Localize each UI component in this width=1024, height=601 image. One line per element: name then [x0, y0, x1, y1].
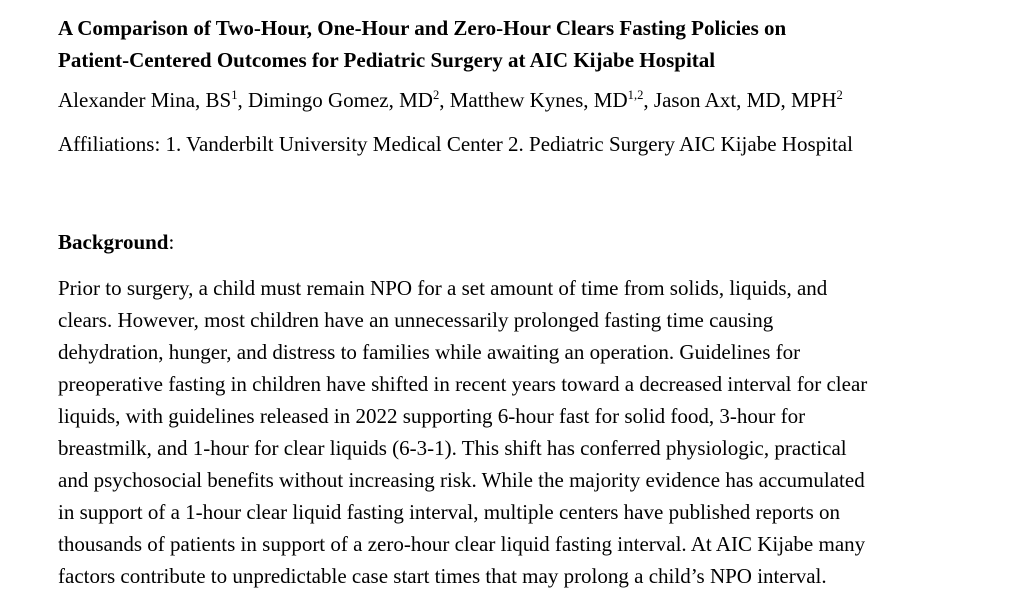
author-name: Matthew Kynes, MD: [449, 88, 628, 112]
paragraph-line: factors contribute to unpredictable case start times that may prolong a child’s NPO interval.: [58, 564, 827, 588]
paragraph-line: liquids, with guidelines released in 2022 supporting 6-hour fast for solid food, 3-hour for: [58, 404, 806, 428]
section-heading-background: [58, 226, 996, 258]
paragraph-line: breastmilk, and 1-hour for clear liquids (6-3-1). This shift has conferred physiologic, practical: [58, 436, 847, 460]
author-affiliation-superscript: 1: [231, 88, 238, 102]
section-heading-colon: :: [168, 230, 175, 254]
background-paragraph: [58, 272, 996, 592]
author-byline: [58, 84, 996, 116]
author-separator: ,: [237, 88, 249, 112]
paper-title-line: A Comparison of Two-Hour, One-Hour and Zero-Hour Clears Fasting Policies on: [58, 16, 787, 40]
section-heading-label: Background: [58, 230, 169, 254]
affiliations-line: Affiliations: 1. Vanderbilt University Medical Center 2. Pediatric Surgery AIC Kijabe Hospital: [58, 132, 853, 156]
author-separator: ,: [439, 88, 450, 112]
paragraph-line: Prior to surgery, a child must remain NPO for a set amount of time from solids, liquids, and: [58, 276, 828, 300]
paper-title: [58, 12, 996, 76]
author-name: Dimingo Gomez, MD: [248, 88, 433, 112]
author-affiliation-superscript: 2: [836, 88, 843, 102]
paragraph-line: preoperative fasting in children have shifted in recent years toward a decreased interval for clear: [58, 372, 868, 396]
author-affiliation-superscript: 1,2: [627, 88, 644, 102]
paper-title-line: Patient-Centered Outcomes for Pediatric Surgery at AIC Kijabe Hospital: [58, 48, 716, 72]
author-name: Jason Axt, MD, MPH: [653, 88, 837, 112]
author-name: Alexander Mina, BS: [58, 88, 232, 112]
author-affiliation-superscript: 2: [432, 88, 440, 102]
paragraph-line: and psychosocial benefits without increasing risk. While the majority evidence has accumulated: [58, 468, 865, 492]
author-separator: ,: [643, 88, 654, 112]
paragraph-line: dehydration, hunger, and distress to families while awaiting an operation. Guidelines for: [58, 340, 801, 364]
paragraph-line: thousands of patients in support of a zero-hour clear liquid fasting interval. At AIC Kijabe many: [58, 532, 866, 556]
paragraph-line: clears. However, most children have an unnecessarily prolonged fasting time causing: [58, 308, 774, 332]
paragraph-line: in support of a 1-hour clear liquid fasting interval, multiple centers have published reports on: [58, 500, 841, 524]
